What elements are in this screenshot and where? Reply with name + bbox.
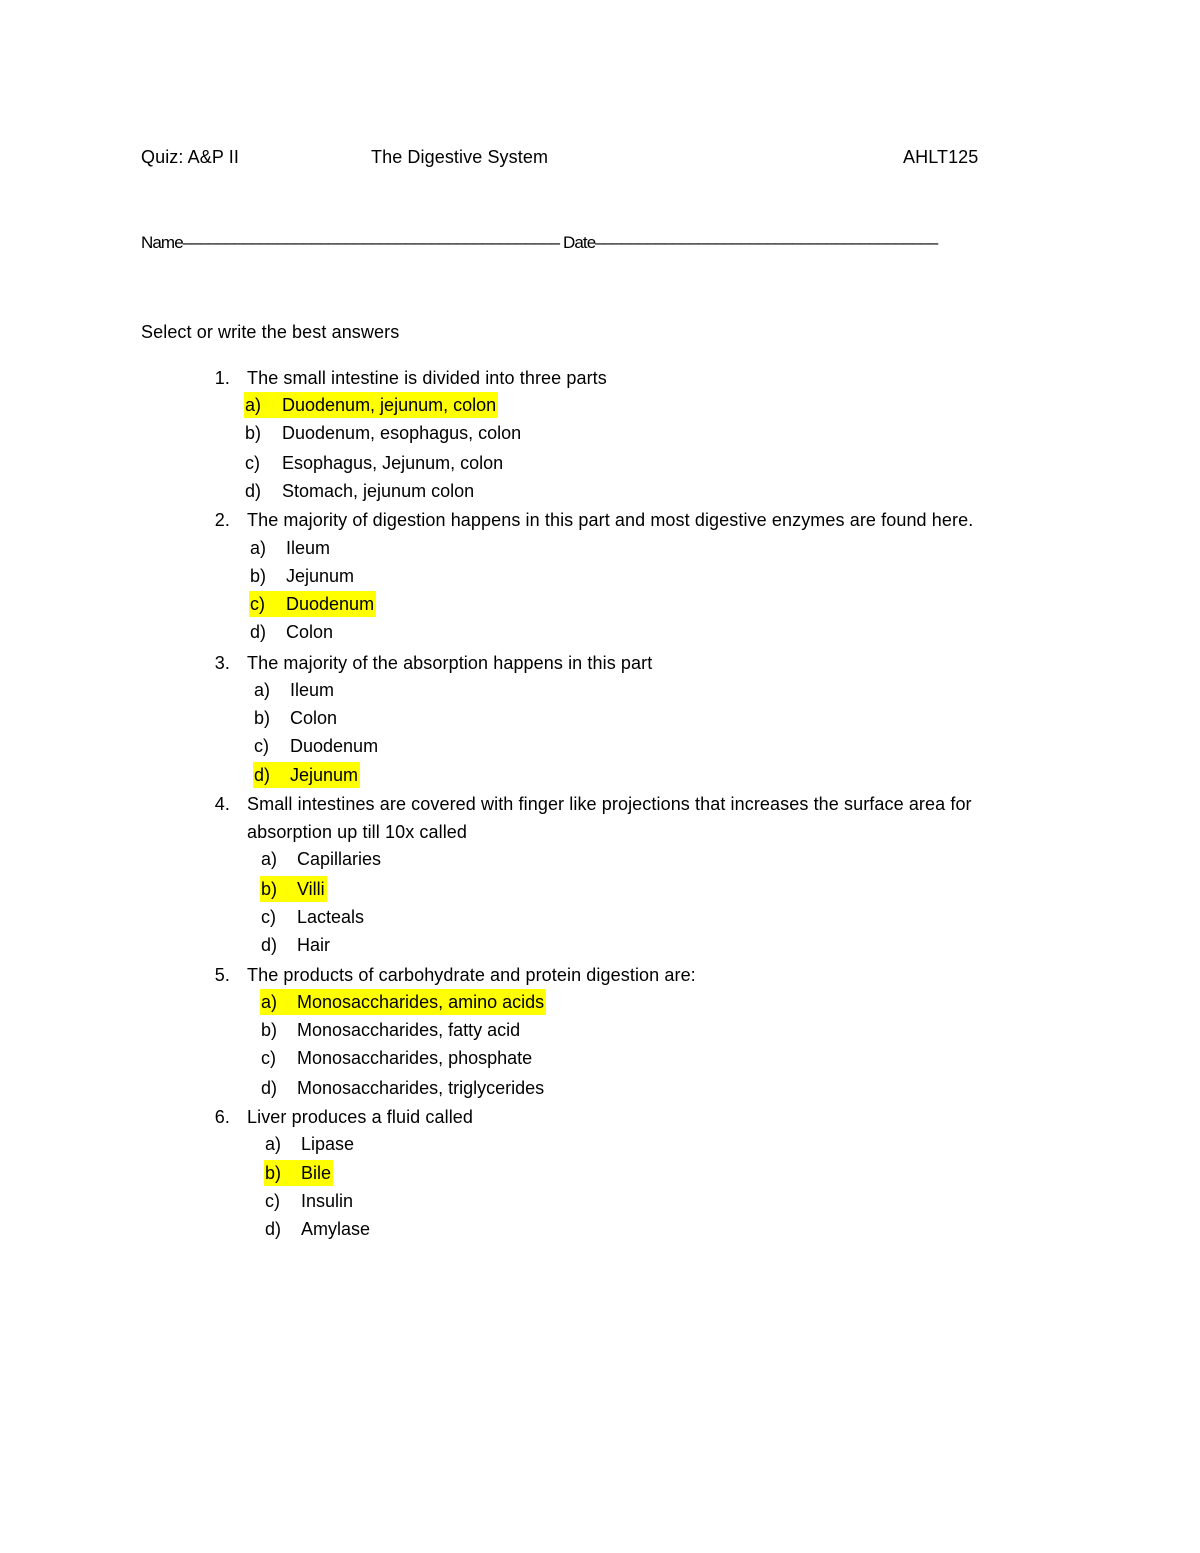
answer-option[interactable] <box>249 535 332 561</box>
answer-option[interactable] <box>264 1216 372 1242</box>
option-letter: a) <box>265 1134 282 1154</box>
quiz-topic: The Digestive System <box>371 147 549 167</box>
question-number: 6. <box>214 1107 230 1127</box>
answer-option[interactable] <box>260 932 332 958</box>
option-letter: a) <box>261 849 278 869</box>
option-text: Monosaccharides, triglycerides <box>297 1078 545 1098</box>
option-text: Lacteals <box>297 907 365 927</box>
option-text: Capillaries <box>297 849 382 869</box>
option-text: Monosaccharides, amino acids <box>297 992 545 1012</box>
option-letter: c) <box>265 1191 280 1211</box>
option-letter: c) <box>245 453 260 473</box>
option-letter: a) <box>245 395 262 415</box>
instructions: Select or write the best answers <box>141 322 400 342</box>
option-letter: d) <box>254 765 271 785</box>
course-code: AHLT125 <box>903 147 979 167</box>
option-text: Jejunum <box>290 765 359 785</box>
answer-option[interactable] <box>244 478 476 504</box>
option-text: Duodenum, jejunum, colon <box>282 395 497 415</box>
question-text-continued: absorption up till 10x called <box>247 822 468 842</box>
option-text: Jejunum <box>286 566 355 586</box>
question-number: 2. <box>214 510 230 530</box>
answer-option[interactable] <box>260 846 383 872</box>
answer-option[interactable] <box>264 1131 356 1157</box>
answer-option[interactable] <box>244 420 523 446</box>
option-text: Bile <box>301 1163 332 1183</box>
option-text: Duodenum, esophagus, colon <box>282 423 522 443</box>
option-letter: b) <box>261 879 278 899</box>
question-text: Small intestines are covered with finger like projections that increases the surface area for <box>247 794 972 814</box>
answer-option[interactable] <box>260 1017 522 1043</box>
question-number: 4. <box>214 794 230 814</box>
question-number: 1. <box>214 368 230 388</box>
answer-option[interactable] <box>244 450 505 476</box>
option-letter: b) <box>254 708 271 728</box>
name-date-line: Name–––––––––––––––––––––––––––––––––––––––––––– Date–––––––––––––––––––––––––––––––––––––––– <box>141 233 938 252</box>
question-text: The small intestine is divided into three parts <box>247 368 607 388</box>
answer-option-highlighted[interactable] <box>253 762 360 788</box>
option-text: Stomach, jejunum colon <box>282 481 475 501</box>
answer-option-highlighted[interactable] <box>260 876 327 902</box>
option-letter: a) <box>254 680 271 700</box>
answer-option-highlighted[interactable] <box>260 989 546 1015</box>
question-number: 3. <box>214 653 230 673</box>
question-number: 5. <box>214 965 230 985</box>
option-letter: c) <box>261 907 276 927</box>
option-letter: d) <box>265 1219 282 1239</box>
option-text: Lipase <box>301 1134 355 1154</box>
option-letter: c) <box>261 1048 276 1068</box>
answer-option[interactable] <box>249 619 335 645</box>
answer-option[interactable] <box>249 563 356 589</box>
answer-option[interactable] <box>253 705 339 731</box>
answer-option-highlighted[interactable] <box>264 1160 333 1186</box>
option-text: Colon <box>290 708 338 728</box>
answer-option[interactable] <box>260 904 366 930</box>
question-text: Liver produces a fluid called <box>247 1107 474 1127</box>
option-letter: c) <box>250 594 265 614</box>
answer-option-highlighted[interactable] <box>244 392 498 418</box>
option-text: Duodenum <box>286 594 375 614</box>
quiz-label: Quiz: A&P II <box>141 147 239 167</box>
option-text: Duodenum <box>290 736 379 756</box>
option-letter: a) <box>261 992 278 1012</box>
answer-option[interactable] <box>260 1045 534 1071</box>
option-letter: d) <box>245 481 262 501</box>
answer-option[interactable] <box>264 1188 355 1214</box>
option-letter: b) <box>245 423 262 443</box>
option-letter: d) <box>261 1078 278 1098</box>
answer-option[interactable] <box>260 1075 546 1101</box>
option-letter: a) <box>250 538 267 558</box>
answer-option[interactable] <box>253 733 380 759</box>
option-text: Ileum <box>290 680 335 700</box>
question-text: The majority of digestion happens in this part and most digestive enzymes are found here. <box>247 510 974 530</box>
option-letter: b) <box>265 1163 282 1183</box>
option-text: Insulin <box>301 1191 354 1211</box>
answer-option[interactable] <box>253 677 336 703</box>
option-text: Monosaccharides, phosphate <box>297 1048 533 1068</box>
option-text: Monosaccharides, fatty acid <box>297 1020 521 1040</box>
option-text: Hair <box>297 935 331 955</box>
question-text: The products of carbohydrate and protein digestion are: <box>247 965 696 985</box>
answer-option-highlighted[interactable] <box>249 591 376 617</box>
option-letter: d) <box>261 935 278 955</box>
option-letter: d) <box>250 622 267 642</box>
option-letter: b) <box>261 1020 278 1040</box>
option-text: Amylase <box>301 1219 371 1239</box>
question-text: The majority of the absorption happens in this part <box>247 653 653 673</box>
option-letter: c) <box>254 736 269 756</box>
option-text: Colon <box>286 622 334 642</box>
option-text: Villi <box>297 879 325 899</box>
option-text: Ileum <box>286 538 331 558</box>
option-letter: b) <box>250 566 267 586</box>
option-text: Esophagus, Jejunum, colon <box>282 453 504 473</box>
